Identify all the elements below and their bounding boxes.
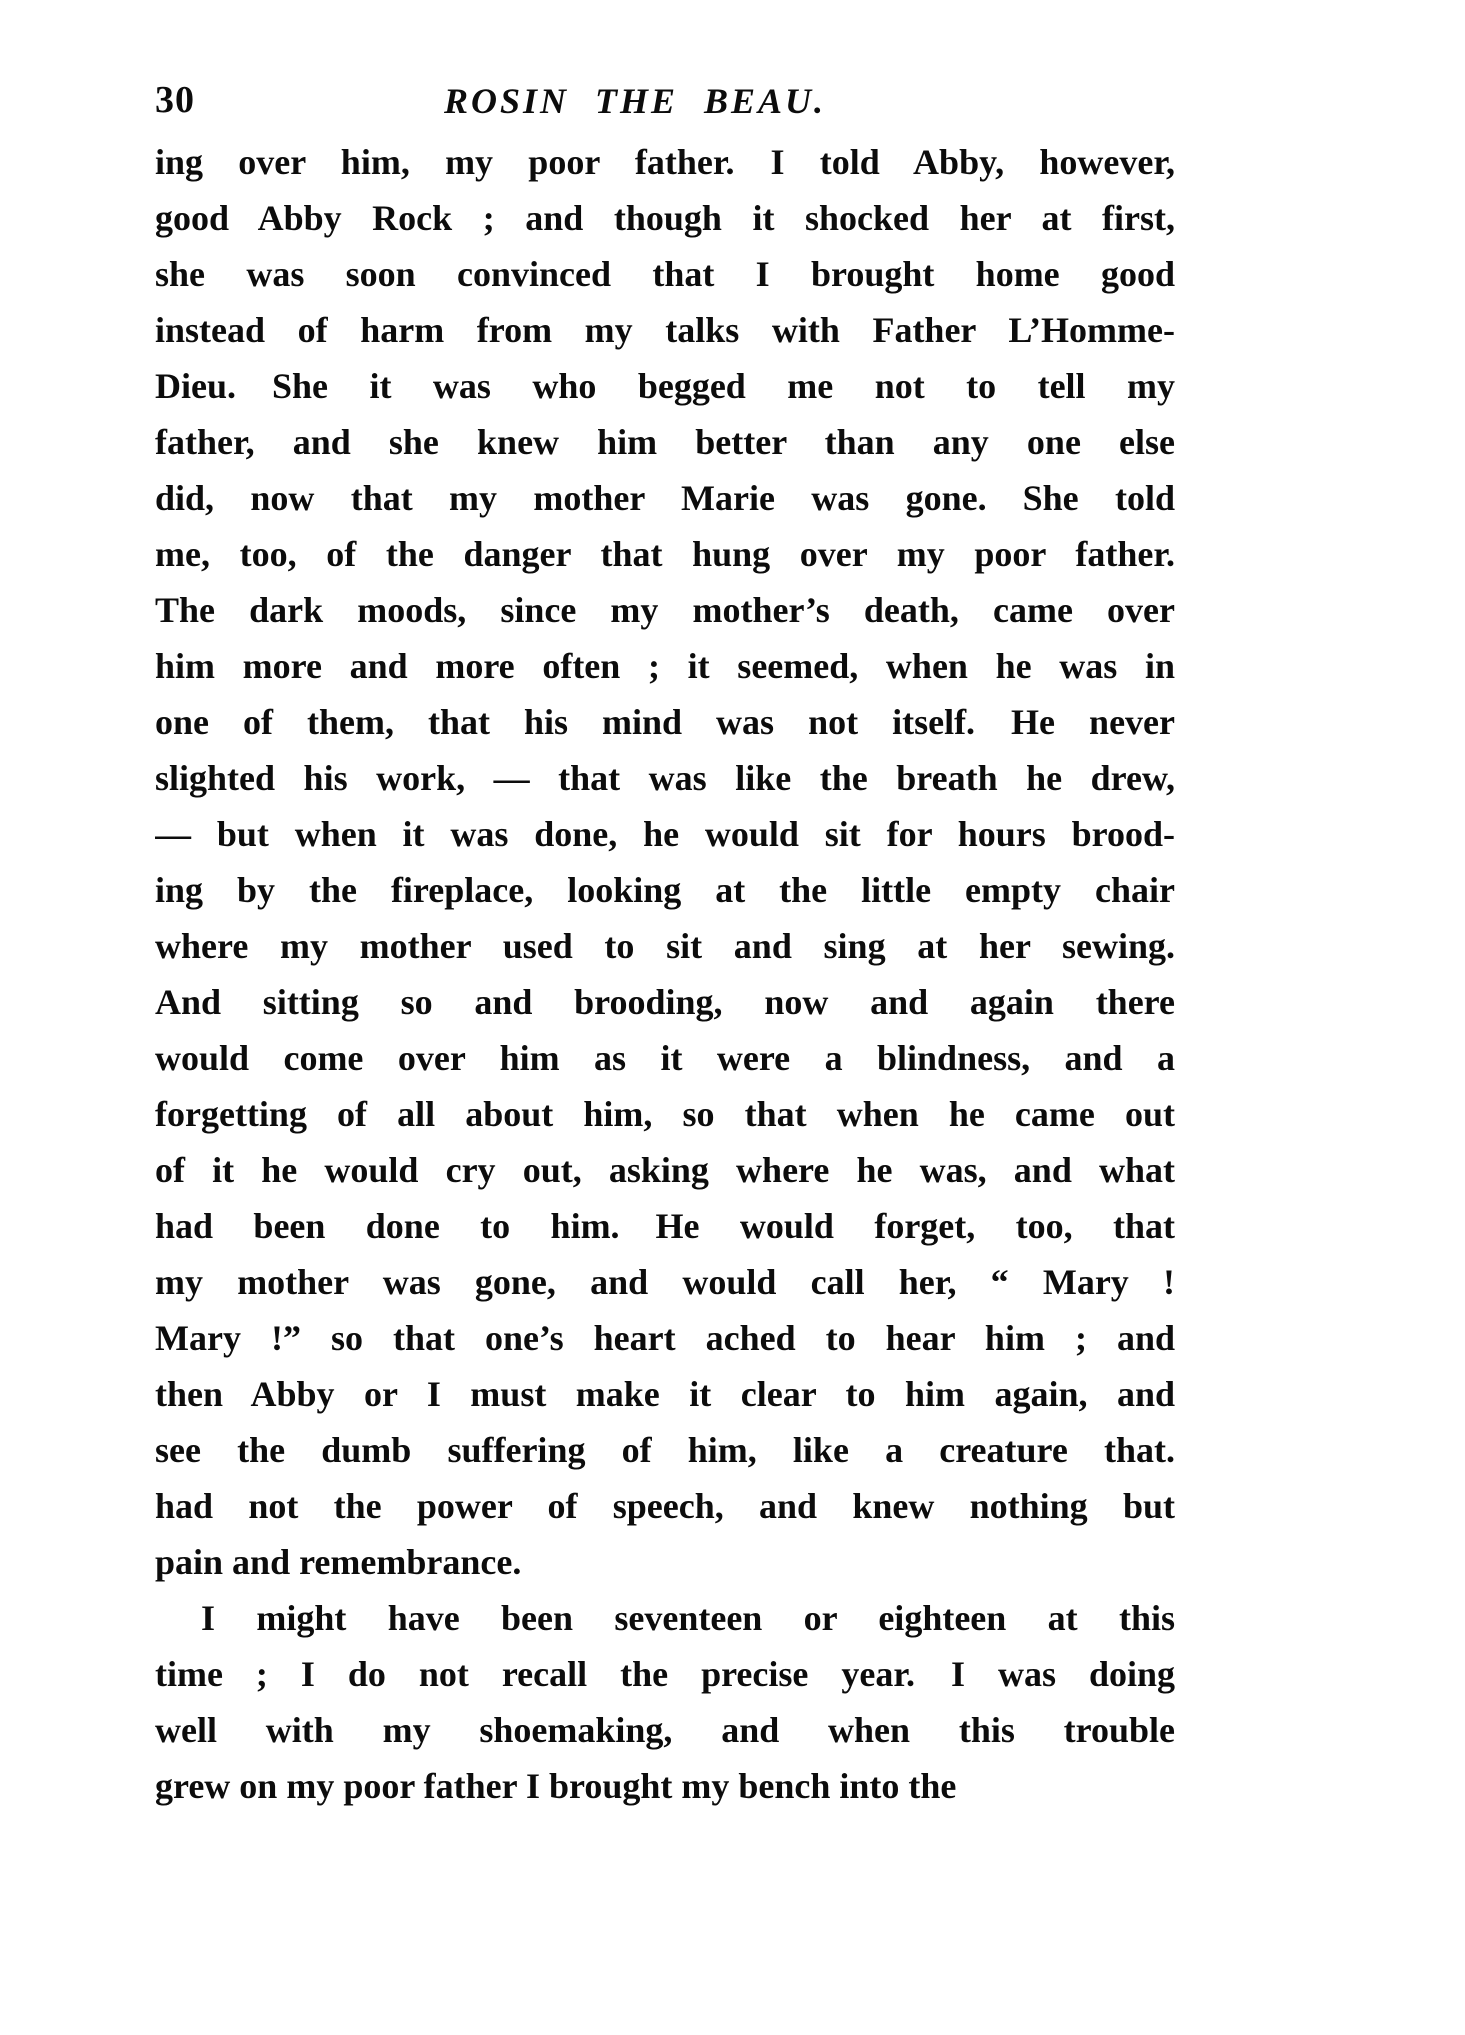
- text-line: good Abby Rock ; and though it shocked her at first,: [155, 198, 1175, 238]
- page-header: [155, 78, 1175, 122]
- text-line: would come over him as it were a blindness, and a: [155, 1038, 1175, 1078]
- text-line: him more and more often ; it seemed, when he was in: [155, 646, 1175, 686]
- page-number: 30: [155, 79, 195, 121]
- text-line: grew on my poor father I brought my bench into the: [155, 1766, 957, 1806]
- text-line: I might have been seventeen or eighteen at this: [201, 1598, 1175, 1638]
- text-line: where my mother used to sit and sing at her sewing.: [155, 926, 1175, 966]
- text-line: Mary !” so that one’s heart ached to hear him ; and: [155, 1318, 1175, 1358]
- text-line: pain and remembrance.: [155, 1542, 522, 1582]
- text-line: one of them, that his mind was not itself. He never: [155, 702, 1175, 742]
- text-line: Dieu. She it was who begged me not to tell my: [155, 366, 1175, 406]
- text-line: see the dumb suffering of him, like a creature that.: [155, 1430, 1175, 1470]
- text-line: father, and she knew him better than any one else: [155, 422, 1175, 462]
- running-title: ROSIN THE BEAU.: [443, 81, 827, 121]
- text-line: she was soon convinced that I brought home good: [155, 254, 1175, 294]
- text-line: And sitting so and brooding, now and again there: [155, 982, 1175, 1022]
- text-line: did, now that my mother Marie was gone. She told: [155, 478, 1175, 518]
- text-line: well with my shoemaking, and when this trouble: [155, 1710, 1175, 1750]
- text-line: had been done to him. He would forget, too, that: [155, 1206, 1175, 1246]
- text-line: then Abby or I must make it clear to him again, and: [155, 1374, 1175, 1414]
- text-line: of it he would cry out, asking where he was, and what: [155, 1150, 1175, 1190]
- text-line: slighted his work, — that was like the breath he drew,: [155, 758, 1175, 798]
- text-line: my mother was gone, and would call her, “ Mary !: [155, 1262, 1175, 1302]
- text-line: The dark moods, since my mother’s death, came over: [155, 590, 1175, 630]
- text-line: forgetting of all about him, so that when he came out: [155, 1094, 1175, 1134]
- text-line: me, too, of the danger that hung over my poor father.: [155, 534, 1175, 574]
- text-line: time ; I do not recall the precise year. I was doing: [155, 1654, 1175, 1694]
- text-line: ing by the fireplace, looking at the little empty chair: [155, 870, 1175, 910]
- text-line: — but when it was done, he would sit for hours brood-: [155, 814, 1175, 854]
- text-body: [155, 134, 1175, 1814]
- text-line: instead of harm from my talks with Father L’Homme-: [155, 310, 1175, 350]
- text-line: ing over him, my poor father. I told Abby, however,: [155, 142, 1175, 182]
- text-line: had not the power of speech, and knew nothing but: [155, 1486, 1175, 1526]
